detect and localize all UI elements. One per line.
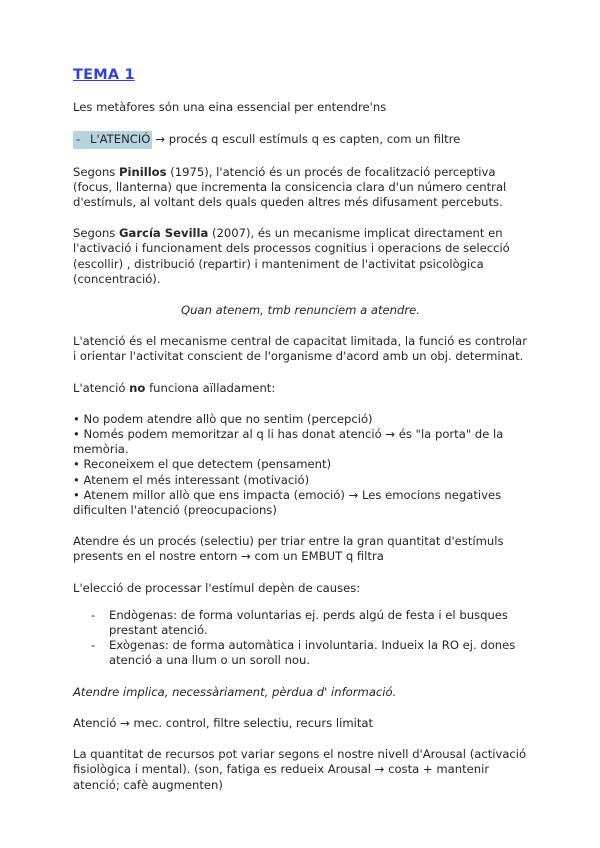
cause-dash: -	[91, 638, 96, 653]
list-item: • Només podem memoritzar al q li has donat atenció → és "la porta" de la memòria.	[73, 427, 504, 457]
causes-list	[73, 608, 528, 669]
list-item	[91, 608, 528, 638]
pinillos-paragraph	[73, 165, 528, 211]
page-title: TEMA 1	[73, 67, 135, 83]
quote-line: Quan atenem, tmb renunciem a atendre.	[181, 303, 420, 318]
list-item	[91, 638, 528, 668]
pinillos-post: (1975), l'atenció és un procés de focalització perceptiva (focus, llanterna) que incrementa la consicencia clara d'un número central d'estímuls, al voltant dels quals queden altres més difusament percebuts.	[73, 164, 507, 210]
bullet-list	[73, 412, 528, 518]
isolation-heading	[73, 381, 528, 396]
mechanism-paragraph: L'atenció és el mecanisme central de capacitat limitada, la funció es controlar i orientar l'activitat conscient de l'organisme d'acord amb un obj. determinat.	[73, 334, 527, 364]
arousal-paragraph: La quantitat de recursos pot variar segons el nostre nivell d'Arousal (activació fisiològica i mental). (son, fatiga es redueix Arousal → costa + mantenir atenció; cafè augmenten)	[73, 747, 527, 792]
cause-text: Endògenas: de forma voluntarias ej. perds algú de festa i el busques prestant atenció.	[109, 607, 508, 638]
info-loss-line: Atendre implica, necessàriament, pèrdua d' informació.	[73, 684, 397, 699]
list-item: • Reconeixem el que detectem (pensament)	[73, 457, 332, 472]
pinillos-pre: Segons	[73, 164, 120, 179]
highlight-definition: → procés q escull estímuls q es capten, com un filtre	[155, 132, 461, 147]
cause-text: Exògenas: de forma automàtica i involuntaria. Indueix la RO ej. dones atenció a una llum o un soroll nou.	[109, 638, 516, 668]
garcia-post: (2007), és un mecanisme implicat directament en l'activació i funcionament dels processos cognitius i operacions de selecció (escollir) , distribució (repartir) i manteniment de l'activitat psicològica (concentració).	[73, 226, 510, 286]
garcia-paragraph	[73, 226, 528, 287]
document-body	[73, 68, 528, 809]
pinillos-author: Pinillos	[119, 164, 167, 179]
selective-paragraph: Atendre és un procés (selectiu) per triar entre la gran quantitat d'estímuls presents en el nostre entorn → com un EMBUT q filtra	[73, 534, 504, 564]
highlight-term-text: L'ATENCIÓ	[90, 132, 151, 147]
isolation-pre: L'atenció	[73, 380, 130, 395]
highlighted-term	[73, 131, 152, 148]
causes-intro: L'elecció de processar l'estímul depèn de causes:	[73, 580, 361, 595]
list-item: • No podem atendre allò que no sentim (percepció)	[73, 411, 373, 426]
isolation-post: funciona aïlladament:	[145, 380, 276, 395]
highlight-line	[73, 131, 528, 148]
cause-dash: -	[91, 607, 96, 622]
isolation-bold: no	[129, 380, 146, 395]
garcia-author: García Sevilla	[119, 226, 209, 241]
highlight-dash: -	[76, 132, 81, 147]
control-line: Atenció → mec. control, filtre selectiu, recurs limitat	[73, 715, 374, 730]
list-item: • Atenem millor allò que ens impacta (emoció) → Les emocions negatives dificulten l'atenció (preocupacions)	[73, 487, 502, 518]
garcia-pre: Segons	[73, 226, 120, 241]
list-item: • Atenem el més interessant (motivació)	[73, 472, 310, 487]
intro-paragraph: Les metàfores són una eina essencial per entendre'ns	[73, 100, 387, 115]
